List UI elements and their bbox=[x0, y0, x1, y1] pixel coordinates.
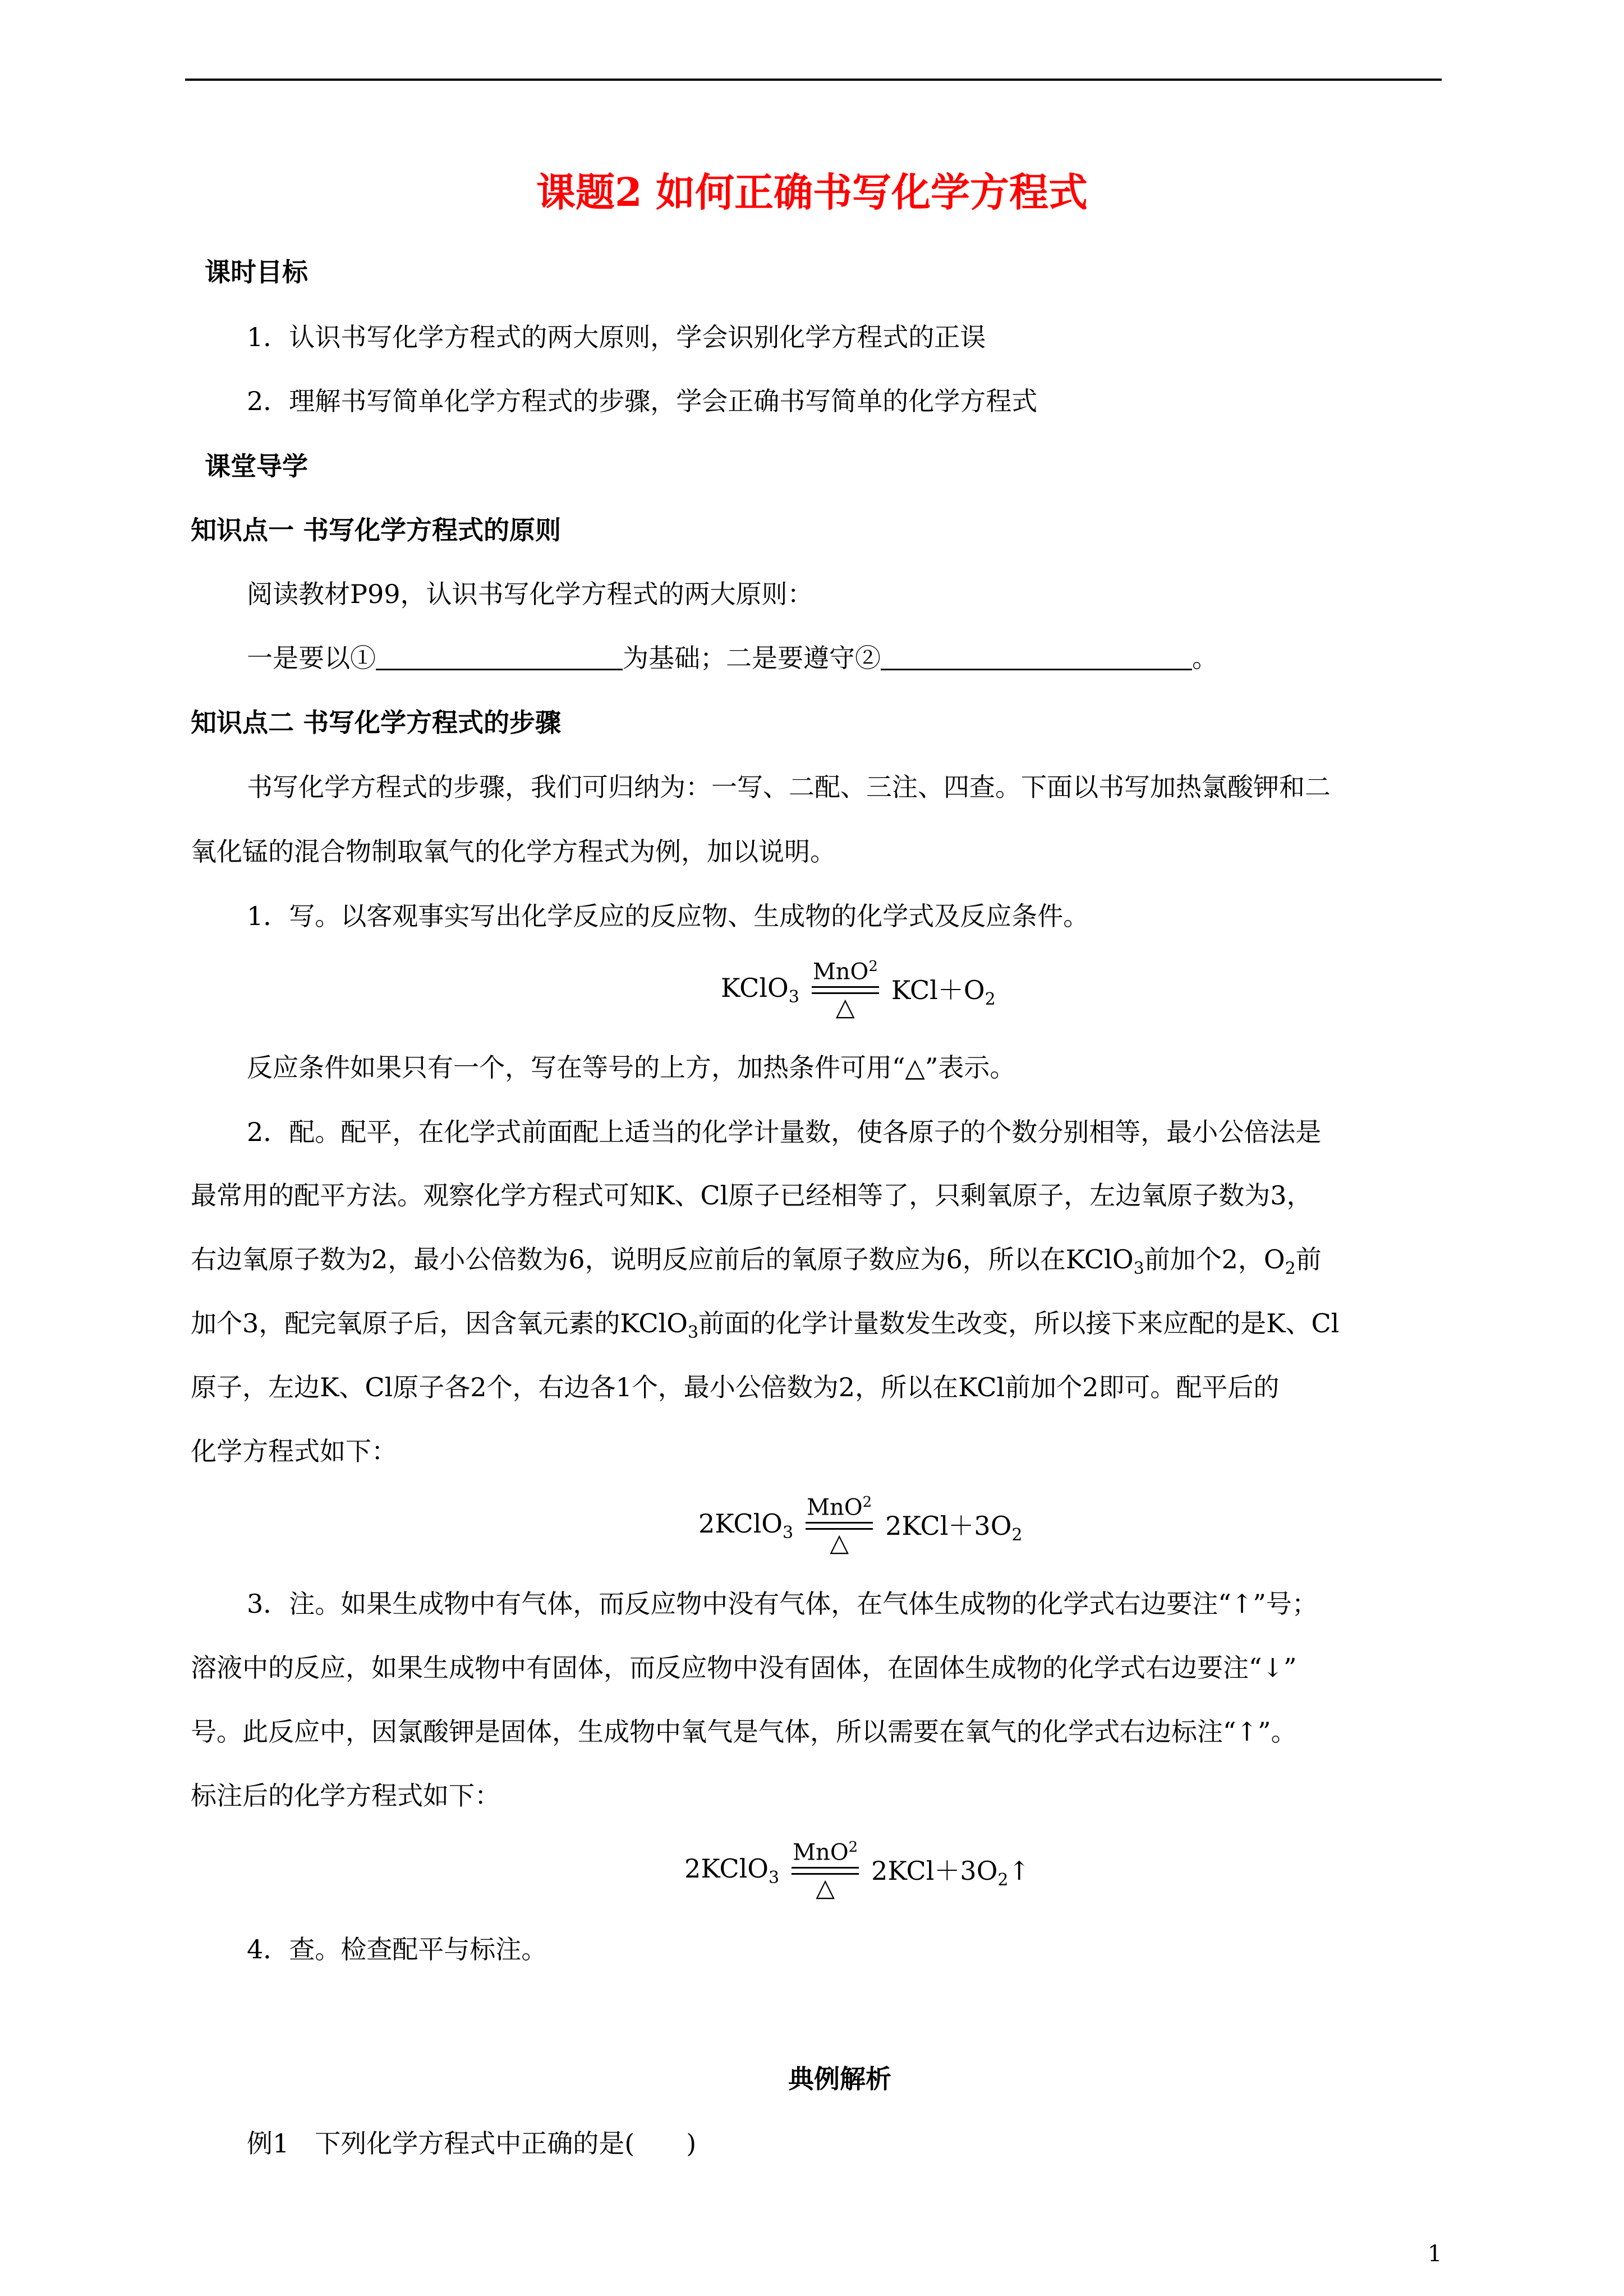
guide-heading: 课堂导学 bbox=[205, 451, 308, 481]
eq3-heat-symbol: △ bbox=[816, 1874, 835, 1903]
step2-line-3-sub2: 2 bbox=[1285, 1259, 1296, 1278]
eq2-left-sub: 3 bbox=[783, 1522, 794, 1543]
eq3-catalyst: MnO bbox=[793, 1839, 849, 1866]
step4-text: 4．查。检查配平与标注。 bbox=[247, 1934, 548, 1964]
goal-1: 1．认识书写化学方程式的两大原则，学会识别化学方程式的正误 bbox=[247, 322, 986, 352]
step2-line-1: 2．配。配平，在化学式前面配上适当的化学计量数，使各原子的个数分别相等，最小公倍法是 bbox=[247, 1117, 1322, 1147]
step2-line-4 bbox=[191, 1310, 1339, 1341]
kp2-intro-1: 书写化学方程式的步骤，我们可归纳为：一写、二配、三注、四查。下面以书写加热氯酸钾和二 bbox=[247, 772, 1331, 802]
equation-3 bbox=[684, 1840, 1030, 1901]
examples-heading: 典例解析 bbox=[788, 2064, 891, 2094]
step3-line-4: 标注后的化学方程式如下： bbox=[191, 1780, 500, 1811]
step1-text: 1．写。以客观事实写出化学反应的反应物、生成物的化学式及反应条件。 bbox=[247, 901, 1089, 931]
fill-text-a: 一是要以① bbox=[247, 643, 376, 673]
fill-text-c: 。 bbox=[1192, 643, 1218, 673]
eq2-right: 2KCl＋3O bbox=[885, 1511, 1012, 1542]
page-number: 1 bbox=[1428, 2241, 1442, 2267]
eq1-right: KCl＋O bbox=[891, 975, 985, 1006]
answer-blank-1[interactable] bbox=[376, 646, 623, 670]
header-rule bbox=[185, 79, 1442, 81]
step2-line-6: 化学方程式如下： bbox=[191, 1436, 397, 1466]
kp2-heading: 知识点二 书写化学方程式的步骤 bbox=[191, 707, 562, 738]
eq2-catalyst-sup: 2 bbox=[862, 1494, 872, 1511]
eq1-heat-symbol: △ bbox=[835, 993, 855, 1022]
step2-line-3b: 前加个2，O bbox=[1144, 1244, 1285, 1274]
eq3-right: 2KCl＋3O bbox=[871, 1856, 998, 1887]
equation-2 bbox=[698, 1495, 1023, 1556]
eq3-left-sub: 3 bbox=[769, 1867, 780, 1888]
step1-note: 反应条件如果只有一个，写在等号的上方，加热条件可用“△”表示。 bbox=[247, 1052, 1016, 1083]
step2-line-4b: 前面的化学计量数发生改变，所以接下来应配的是K、Cl bbox=[698, 1308, 1340, 1338]
step3-line-3: 号。此反应中，因氯酸钾是固体，生成物中氧气是气体，所以需要在氧气的化学式右边标注“↑”。 bbox=[191, 1717, 1297, 1747]
step2-line-5: 原子，左边K、Cl原子各2个，右边各1个，最小公倍数为2，所以在KCl前加个2即可。配平后的 bbox=[191, 1372, 1280, 1402]
answer-blank-2[interactable] bbox=[881, 646, 1192, 670]
eq1-left-sub: 3 bbox=[788, 987, 799, 1007]
eq1-catalyst: MnO bbox=[812, 959, 869, 985]
goals-heading: 课时目标 bbox=[205, 257, 308, 287]
eq1-right-sub: 2 bbox=[984, 990, 996, 1010]
step2-line-4a: 加个3，配完氧原子后，因含氧元素的KClO bbox=[191, 1308, 688, 1338]
kp1-fill-line bbox=[247, 645, 1218, 671]
kp1-heading: 知识点一 书写化学方程式的原则 bbox=[191, 515, 562, 545]
goal-2: 2．理解书写简单化学方程式的步骤，学会正确书写简单的化学方程式 bbox=[247, 386, 1038, 416]
eq2-right-sub: 2 bbox=[1011, 1525, 1023, 1545]
step2-line-3c: 前 bbox=[1295, 1244, 1322, 1274]
step2-line-3a: 右边氧原子数为2，最小公倍数为6，说明反应前后的氧原子数应为6，所以在KClO bbox=[191, 1244, 1134, 1274]
step2-line-4-sub: 3 bbox=[688, 1323, 699, 1342]
eq3-left: 2KClO bbox=[684, 1853, 769, 1884]
eq2-heat-symbol: △ bbox=[830, 1529, 849, 1558]
step2-line-3 bbox=[191, 1246, 1322, 1277]
eq1-condition bbox=[812, 959, 879, 1020]
eq1-catalyst-sup: 2 bbox=[868, 958, 878, 975]
eq2-catalyst: MnO bbox=[807, 1494, 863, 1521]
gas-arrow-icon: ↑ bbox=[1008, 1856, 1030, 1887]
step2-line-2: 最常用的配平方法。观察化学方程式可知K、Cl原子已经相等了，只剩氧原子，左边氧原子数为3， bbox=[191, 1180, 1313, 1211]
fill-text-b: 为基础；二是要遵守② bbox=[623, 643, 881, 673]
eq3-condition bbox=[792, 1840, 859, 1901]
kp1-read: 阅读教材P99，认识书写化学方程式的两大原则： bbox=[247, 579, 813, 609]
step2-line-3-sub1: 3 bbox=[1133, 1259, 1144, 1278]
kp2-intro-2: 氧化锰的混合物制取氧气的化学方程式为例，加以说明。 bbox=[191, 836, 836, 867]
eq2-left: 2KClO bbox=[698, 1508, 783, 1539]
example-1: 例1 下列化学方程式中正确的是( ) bbox=[247, 2128, 697, 2159]
eq3-catalyst-sup: 2 bbox=[848, 1839, 858, 1856]
eq1-left: KClO bbox=[721, 972, 789, 1003]
step3-line-2: 溶液中的反应，如果生成物中有固体，而反应物中没有固体，在固体生成物的化学式右边要注“↓” bbox=[191, 1653, 1297, 1683]
equation-1 bbox=[721, 959, 996, 1020]
eq2-condition bbox=[806, 1495, 873, 1556]
page-title: 课题2 如何正确书写化学方程式 bbox=[536, 169, 1088, 215]
step3-line-1: 3．注。如果生成物中有气体，而反应物中没有气体，在气体生成物的化学式右边要注“↑”号； bbox=[247, 1589, 1318, 1619]
eq3-right-sub: 2 bbox=[997, 1870, 1009, 1890]
